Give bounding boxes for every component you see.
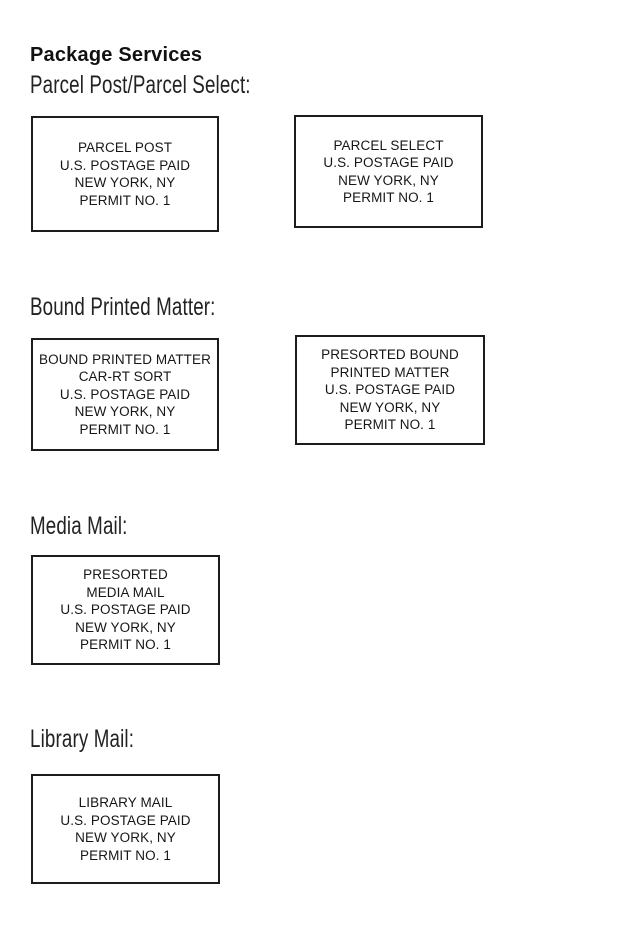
- indicia-box-presorted-media-mail: [31, 555, 220, 665]
- section-heading-bound-printed-matter: Bound Printed Matter:: [30, 293, 216, 321]
- indicia-line: PRESORTED: [83, 567, 168, 583]
- indicia-line: U.S. POSTAGE PAID: [60, 602, 191, 618]
- indicia-line: NEW YORK, NY: [75, 619, 176, 635]
- indicia-line: PERMIT NO. 1: [80, 637, 171, 653]
- indicia-line: LIBRARY MAIL: [78, 795, 173, 810]
- indicia-line: NEW YORK, NY: [339, 399, 441, 415]
- indicia-box-bound-printed-matter-car-rt-sort: [31, 338, 219, 451]
- indicia-box-parcel-post: [31, 116, 219, 232]
- indicia-box-parcel-select: [294, 115, 483, 228]
- indicia-line: U.S. POSTAGE PAID: [323, 155, 454, 170]
- indicia-line: CAR-RT SORT: [78, 369, 172, 385]
- indicia-line: PERMIT NO. 1: [79, 192, 171, 208]
- page-title: Package Services: [30, 44, 203, 67]
- indicia-line: PRESORTED BOUND: [321, 347, 459, 363]
- indicia-line: NEW YORK, NY: [74, 404, 176, 420]
- indicia-line: MEDIA MAIL: [86, 584, 165, 600]
- indicia-line: PARCEL SELECT: [333, 137, 444, 153]
- indicia-line: BOUND PRINTED MATTER: [38, 351, 211, 367]
- indicia-line: PRINTED MATTER: [330, 364, 450, 380]
- indicia-box-presorted-bound-printed-matter: [295, 335, 485, 445]
- indicia-line: U.S. POSTAGE PAID: [59, 157, 191, 173]
- section-heading-library-mail: Library Mail:: [30, 725, 135, 753]
- indicia-line: PERMIT NO. 1: [80, 847, 171, 863]
- section-heading-parcel-post-parcel-select: Parcel Post/Parcel Select:: [30, 71, 251, 99]
- indicia-line: PERMIT NO. 1: [79, 421, 171, 437]
- indicia-box-library-mail: [31, 774, 220, 884]
- indicia-line: NEW YORK, NY: [75, 830, 176, 845]
- indicia-line: U.S. POSTAGE PAID: [324, 382, 456, 398]
- indicia-line: NEW YORK, NY: [74, 175, 176, 190]
- indicia-line: PARCEL POST: [77, 140, 173, 155]
- section-heading-media-mail: Media Mail:: [30, 512, 128, 540]
- indicia-line: NEW YORK, NY: [338, 172, 439, 188]
- indicia-line: PERMIT NO. 1: [344, 417, 436, 433]
- indicia-line: PERMIT NO. 1: [343, 190, 434, 205]
- indicia-line: U.S. POSTAGE PAID: [60, 812, 191, 828]
- indicia-line: U.S. POSTAGE PAID: [59, 386, 191, 402]
